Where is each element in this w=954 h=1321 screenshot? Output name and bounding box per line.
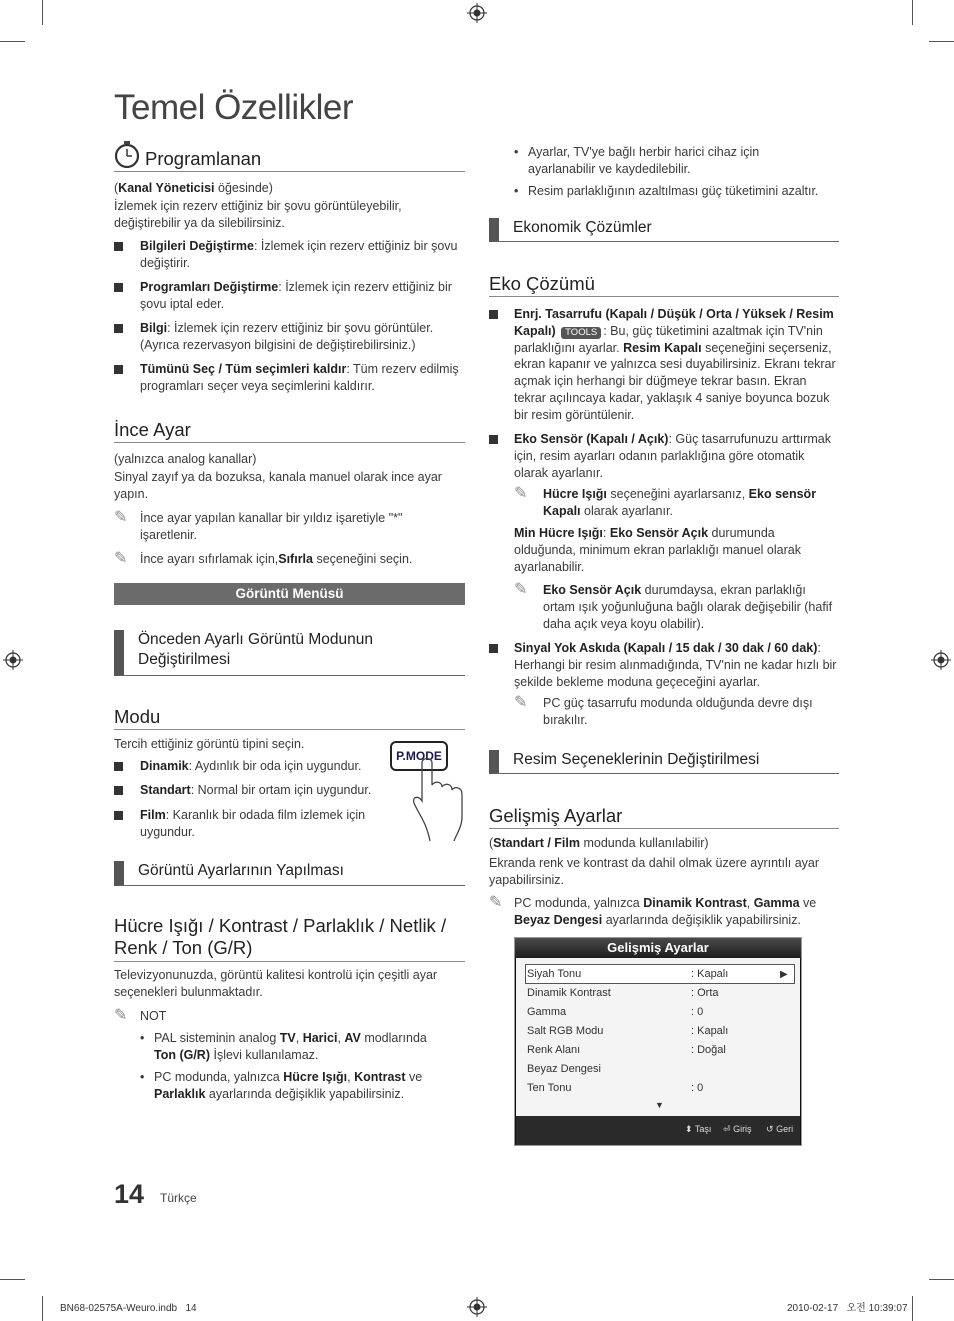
list-item: Bilgi: İzlemek için rezerv ettiğiniz bir şovu görüntüler. (Ayrıca rezervasyon bilgisini de değiştirebilirsiniz.) [114,320,464,354]
section-heading-programlanan: Programlanan [114,148,465,172]
subheading-resim-secenekleri: Resim Seçeneklerinin Değiştirilmesi [489,750,839,774]
up-down-arrow-icon: ⬍ [685,1124,693,1134]
section-heading-eko-cozumu: Eko Çözümü [489,273,839,297]
pencil-note-icon: ✎ [114,550,128,567]
list-item: Programları Değiştirme: İzlemek için rezerv ettiğiniz bir şovu iptal eder. [114,279,464,313]
page-language: Türkçe [160,1191,197,1205]
osd-nav-bar [516,1116,800,1145]
scroll-down-icon: ▼ [655,1100,664,1110]
bullet-item: • Ayarlar, TV'ye bağlı herbir harici cihaz için ayarlanabilir ve kaydedilebilir. [514,145,760,176]
registration-mark-icon [467,3,487,23]
note: ✎ NOT [114,1007,167,1024]
programlanan-intro: (Kanal Yöneticisi öğesinde) [114,181,273,195]
hucre-description: Televizyonunuzda, görüntü kalitesi kontrolü için çeşitli ayar seçenekleri bulunmaktadır. [114,968,438,999]
osd-row[interactable]: Beyaz Dengesi [527,1063,601,1075]
list-item: Dinamik: Aydınlık bir oda için uygundur. [114,758,384,775]
tools-button-icon: TOOLS [561,327,601,339]
list-item: Standart: Normal bir ortam için uygundur. [114,782,394,799]
osd-row[interactable]: Dinamik Kontrast : Orta [527,987,719,999]
note: ✎ İnce ayar yapılan kanallar bir yıldız işaretiyle "*" işaretlenir. [114,509,403,542]
ince-ayar-scope: (yalnızca analog kanallar) [114,452,257,466]
pencil-note-icon: ✎ [514,485,528,502]
note: ✎ PC güç tasarrufu modunda olduğunda devre dışı bırakılır. [514,694,813,727]
osd-menu [514,937,802,1146]
note: ✎ Hücre Işığı seçeneğini ayarlarsanız, Eko sensör Kapalı olarak ayarlanır. [514,485,817,518]
list-item: Film: Karanlık bir odada film izlemek için uygundur. [114,807,384,841]
osd-row[interactable]: Gamma : 0 [527,1006,704,1018]
footer-file: BN68-02575A-Weuro.indb 14 [60,1303,197,1314]
page-number: 14 [114,1179,145,1209]
page-title: Temel Özellikler [114,88,353,127]
subheading-goruntu-ayarlari: Görüntü Ayarlarının Yapılması [114,861,465,886]
arrow-right-icon: ▶ [780,969,788,980]
registration-mark-icon [3,650,23,670]
list-item: Sinyal Yok Askıda (Kapalı / 15 dak / 30 dak / 60 dak): Herhangi bir resim alınmadığında, TV'nin ne kadar hızlı bir şekilde bekleme moduna geçeceğini ayarlar. [489,640,839,690]
osd-nav-enter: ⏎ Giriş [723,1124,752,1134]
note: ✎ İnce ayarı sıfırlamak için,Sıfırla seçeneğini seçin. [114,550,413,567]
list-item: Eko Sensör (Kapalı / Açık): Güç tasarrufunuzu arttırmak için, resim ayarları odanın parlaklığına göre otomatik olarak ayarlanır. [489,431,840,481]
osd-nav-back: ↺ Geri [766,1124,794,1134]
note: ✎ Eko Sensör Açık durumdaysa, ekran parlaklığı ortam ışık yoğunluğuna bağlı olarak değişebilir (hafif daha açık veya koyu olabilir). [514,581,833,631]
section-heading-gelismis-ayarlar: Gelişmiş Ayarlar [489,805,839,829]
subheading-onceden-ayarli: Önceden Ayarlı Görüntü Modunun Değiştirilmesi [114,630,465,676]
gelismis-scope: (Standart / Film modunda kullanılabilir) [489,836,709,850]
gelismis-description: Ekranda renk ve kontrast da dahil olmak üzere ayrıntılı ayar yapabilirsiniz. [489,856,820,887]
pencil-note-icon: ✎ [114,509,128,526]
chapter-band: Görüntü Menüsü [114,583,465,605]
registration-mark-icon [467,1297,487,1317]
pmode-remote-button: P.MODE [390,741,448,771]
hand-pressing-icon [410,755,470,845]
bullet-item: • Resim parlaklığının azaltılması güç tüketimini azaltır. [514,184,819,198]
footer-date: 2010-02-17 오전 10:39:07 [787,1303,908,1314]
modu-intro: Tercih ettiğiniz görüntü tipini seçin. [114,737,305,751]
subheading-ekonomik-cozumler: Ekonomik Çözümler [489,218,839,242]
section-heading-ince-ayar: İnce Ayar [114,419,465,443]
enter-icon: ⏎ [723,1124,731,1134]
osd-row[interactable]: Siyah Tonu : Kapalı ▶ [527,965,795,984]
osd-row[interactable]: Renk Alanı : Doğal [527,1044,726,1056]
pencil-note-icon: ✎ [514,581,528,598]
note: ✎ PC modunda, yalnızca Dinamik Kontrast, Gamma ve Beyaz Dengesi ayarlarında değişiklik yapabilirsiniz. [489,894,817,927]
section-heading-modu: Modu [114,706,465,730]
section-heading-hucre-isigi: Hücre Işığı / Kontrast / Parlaklık / Netlik / Renk / Ton (G/R) [114,915,465,962]
registration-mark-icon [931,650,951,670]
return-icon: ↺ [766,1124,774,1134]
pencil-note-icon: ✎ [114,1007,128,1024]
list-item: Tümünü Seç / Tüm seçimleri kaldır: Tüm rezerv edilmiş programları seçer veya seçimlerini kaldırır. [114,361,465,395]
min-hucre-isigi: Min Hücre Işığı: Eko Sensör Açık durumunda olduğunda, minimum ekran parlaklığı manuel olarak ayarlanabilir. [514,526,801,574]
osd-nav-move: ⬍ Taşı [685,1124,712,1134]
bullet-item: • PC modunda, yalnızca Hücre Işığı, Kontrast ve Parlaklık ayarlarında değişiklik yapabilirsiniz. [140,1070,423,1101]
pencil-note-icon: ✎ [514,694,528,711]
osd-row[interactable]: Ten Tonu : 0 [527,1082,704,1094]
bullet-item: • PAL sisteminin analog TV, Harici, AV modlarında Ton (G/R) İşlevi kullanılamaz. [140,1031,427,1062]
pencil-note-icon: ✎ [489,894,503,911]
list-item: Bilgileri Değiştirme: İzlemek için rezerv ettiğiniz bir şovu değiştirir. [114,238,464,272]
osd-row[interactable]: Salt RGB Modu : Kapalı [527,1025,729,1037]
osd-title: Gelişmiş Ayarlar [515,938,801,958]
list-item: Enrj. Tasarrufu (Kapalı / Düşük / Orta / Yüksek / Resim Kapalı) TOOLS : Bu, güç tüketimini azaltmak için TV'nin parlaklığını ayarlar. Resim Kapalı seçeneğini seçerseniz, ekran kapanır ve yalnızca sesi duyabilirsiniz. Ekranı tekrar açmak için herhangi bir düğmeye tekrar basın. Ekran tekrar açılıncaya kadar, yaklaşık 4 saniye boyunca bozuk bir resim görüntülenir. [489,306,839,424]
ince-ayar-description: Sinyal zayıf ya da bozuksa, kanala manuel olarak ince ayar yapın. [114,470,442,501]
programlanan-description: İzlemek için rezerv ettiğiniz bir şovu görüntüleyebilir, değiştirebilir ya da silebilirsiniz. [114,199,402,230]
